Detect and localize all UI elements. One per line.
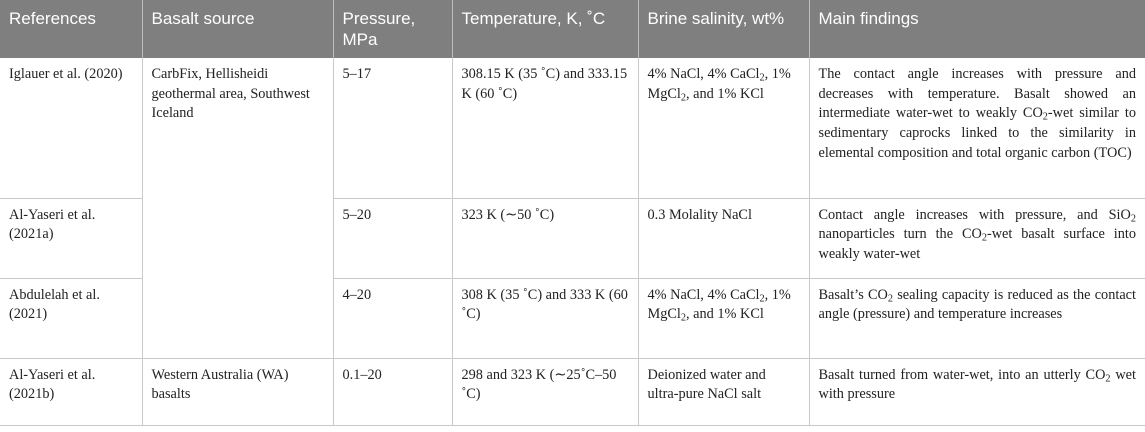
temperature-cell: 308 K (35 ˚C) and 333 K (60 ˚C) bbox=[452, 278, 638, 358]
header-temperature: Temperature, K, ˚C bbox=[452, 0, 638, 58]
temperature-cell: 308.15 K (35 ˚C) and 333.15 K (60 ˚C) bbox=[452, 58, 638, 198]
findings-cell: The contact angle increases with pressure and decreases with temperature. Basalt showed an intermediate water-wet to weakly $CO_2$-wet similar to sedimentary caprocks linked to the similarity in elemental composition and total organic carbon (TOC) bbox=[809, 58, 1145, 198]
salinity-cell: 0.3 Molality NaCl bbox=[638, 198, 809, 278]
reference-cell: Al-Yaseri et al. (2021b) bbox=[0, 358, 142, 425]
table-row bbox=[0, 58, 1145, 198]
findings-cell: Contact angle increases with pressure, and SiO$_2$ nanoparticles turn the $CO_2$-wet basalt surface into weakly water-wet bbox=[809, 198, 1145, 278]
pressure-cell: 5–17 bbox=[333, 58, 452, 198]
header-row bbox=[0, 0, 1145, 58]
header-pressure: Pressure, MPa bbox=[333, 0, 452, 58]
pressure-cell: 5–20 bbox=[333, 198, 452, 278]
header-brine-salinity: Brine salinity, wt% bbox=[638, 0, 809, 58]
basalt-source-cell: CarbFix, Hellisheidi geothermal area, Southwest Iceland bbox=[142, 58, 333, 358]
pressure-cell: 4–20 bbox=[333, 278, 452, 358]
salinity-cell: 4% NaCl, 4% CaCl$_2$, 1% MgCl$_2$, and 1% KCl bbox=[638, 278, 809, 358]
salinity-cell: Deionized water and ultra-pure NaCl salt bbox=[638, 358, 809, 425]
reference-cell: Abdulelah et al. (2021) bbox=[0, 278, 142, 358]
basalt-source-cell: Western Australia (WA) basalts bbox=[142, 358, 333, 425]
findings-cell: Basalt’s $CO_2$ sealing capacity is reduced as the contact angle (pressure) and temperature increases bbox=[809, 278, 1145, 358]
header-main-findings: Main findings bbox=[809, 0, 1145, 58]
findings-cell: Basalt turned from water-wet, into an utterly $CO_2$ wet with pressure bbox=[809, 358, 1145, 425]
temperature-cell: 298 and 323 K (∼25˚C–50 ˚C) bbox=[452, 358, 638, 425]
header-references: References bbox=[0, 0, 142, 58]
header-basalt-source: Basalt source bbox=[142, 0, 333, 58]
salinity-cell: 4% NaCl, 4% CaCl$_2$, 1% MgCl$_2$, and 1% KCl bbox=[638, 58, 809, 198]
temperature-cell: 323 K (∼50 ˚C) bbox=[452, 198, 638, 278]
pressure-cell: 0.1–20 bbox=[333, 358, 452, 425]
table-row bbox=[0, 358, 1145, 425]
reference-cell: Al-Yaseri et al. (2021a) bbox=[0, 198, 142, 278]
reference-cell: Iglauer et al. (2020) bbox=[0, 58, 142, 198]
